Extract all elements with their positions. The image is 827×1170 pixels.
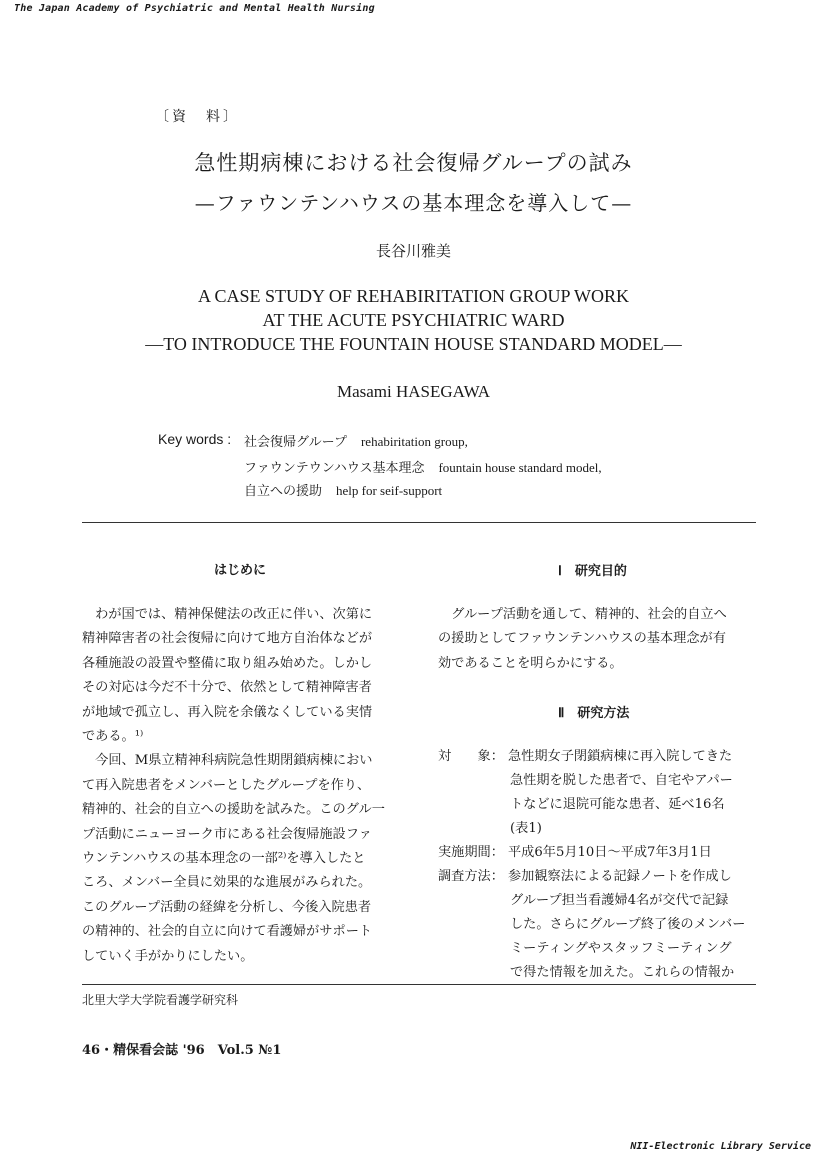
method-label: 実施期間：: [438, 845, 504, 860]
keyword-en: help for seif-support: [336, 483, 443, 498]
keyword-item: [244, 457, 602, 476]
page-reference: 46・精保看会誌 '96 Vol.5 №1: [82, 1043, 282, 1058]
purpose-heading: Ⅰ 研究目的: [558, 563, 627, 578]
method-text: ミーティングやスタッフミーティング: [510, 941, 732, 956]
intro-line: していく手がかりにしたい。: [82, 948, 254, 964]
method-text: (表1): [510, 821, 542, 836]
method-subject-row: [438, 745, 732, 769]
purpose-line: 効であることを明らかにする。: [438, 655, 623, 671]
subtitle-japanese: —ファウンテンハウスの基本理念を導入して—: [194, 191, 633, 215]
keywords-label: Key words :: [158, 431, 232, 447]
footnote-divider: [82, 984, 756, 985]
keyword-en: rehabiritation group,: [360, 434, 468, 449]
intro-line: プ活動にニューヨーク市にある社会復帰施設ファ: [82, 826, 372, 842]
method-survey-row: [438, 865, 732, 889]
intro-line: が地域で孤立し、再入院を余儀なくしている実情: [82, 704, 373, 720]
journal-header: The Japan Academy of Psychiatric and Mental Health Nursing: [14, 3, 375, 14]
method-period-row: [438, 841, 712, 865]
intro-line: 今回、M県立精神科病院急性期閉鎖病棟におい: [82, 753, 373, 769]
method-heading: Ⅱ 研究方法: [558, 705, 630, 720]
intro-line: て再入院患者をメンバーとしたグループを作り、: [82, 777, 371, 793]
keyword-item: [244, 431, 468, 450]
purpose-line: グループ活動を通して、精神的、社会的自立へ: [438, 607, 727, 622]
article-category: 〔資 料〕: [155, 109, 240, 125]
author-affiliation: 北里大学大学院看護学研究科: [82, 993, 239, 1007]
intro-line: である。¹⁾: [82, 729, 144, 745]
keyword-ja: ファウンテウンハウス基本理念: [244, 460, 425, 475]
intro-line: 各種施設の設置や整備に取り組み始めた。しかし: [82, 655, 373, 671]
method-label: 調査方法：: [438, 869, 504, 884]
purpose-line: の援助としてファウンテンハウスの基本理念が有: [438, 631, 726, 647]
method-text: 参加観察法による記録ノートを作成し: [508, 869, 732, 884]
method-text: トなどに退院可能な患者、延べ16名: [510, 797, 725, 812]
keyword-ja: 自立への援助: [244, 483, 323, 498]
title-english-line-1: A CASE STUDY OF REHABIRITATION GROUP WORK: [198, 286, 629, 306]
intro-line: 精神障害者の社会復帰に向けて地方自治体などが: [82, 631, 373, 647]
intro-line: わが国では、精神保健法の改正に伴い、次第に: [82, 607, 373, 622]
keyword-ja: 社会復帰グループ: [244, 434, 347, 449]
author-japanese: 長谷川雅美: [375, 242, 451, 260]
library-footer: NII-Electronic Library Service: [630, 1141, 811, 1152]
method-text: 急性期を脱した患者で、自宅やアパー: [510, 773, 733, 788]
method-label: 対 象：: [438, 749, 504, 764]
title-english-line-2: AT THE ACUTE PSYCHIATRIC WARD: [262, 310, 565, 330]
keyword-en: fountain house standard model,: [438, 460, 602, 475]
intro-line: ウンテンハウスの基本理念の一部²⁾を導入したと: [82, 851, 366, 867]
author-english: Masami HASEGAWA: [336, 382, 491, 401]
method-text: 急性期女子閉鎖病棟に再入院してきた: [508, 749, 733, 764]
intro-line: このグループ活動の経緯を分析し、今後入院患者: [82, 899, 372, 915]
intro-line: の精神的、社会的自立に向けて看護婦がサポート: [82, 924, 373, 940]
intro-line: ころ、メンバー全員に効果的な進展がみられた。: [82, 875, 372, 891]
method-text: で得た情報を加えた。これらの情報か: [510, 965, 735, 980]
intro-body: [82, 603, 400, 969]
intro-line: 精神的、社会的自立への援助を試みた。このグル一: [82, 802, 385, 818]
keyword-item: [244, 480, 442, 499]
method-text: グループ担当看護婦4名が交代で記録: [510, 893, 729, 908]
intro-heading: はじめに: [214, 562, 267, 577]
title-english-line-3: —TO INTRODUCE THE FOUNTAIN HOUSE STANDARD MODEL—: [145, 334, 682, 354]
purpose-body: [438, 603, 756, 676]
top-divider: [82, 522, 756, 523]
intro-line: その対応は今だ不十分で、依然として精神障害者: [82, 680, 372, 696]
method-text: した。さらにグループ終了後のメンバー: [510, 917, 746, 932]
method-text: 平成6年5月10日〜平成7年3月1日: [508, 845, 712, 860]
title-japanese: 急性期病棟における社会復帰グループの試み: [194, 151, 633, 175]
